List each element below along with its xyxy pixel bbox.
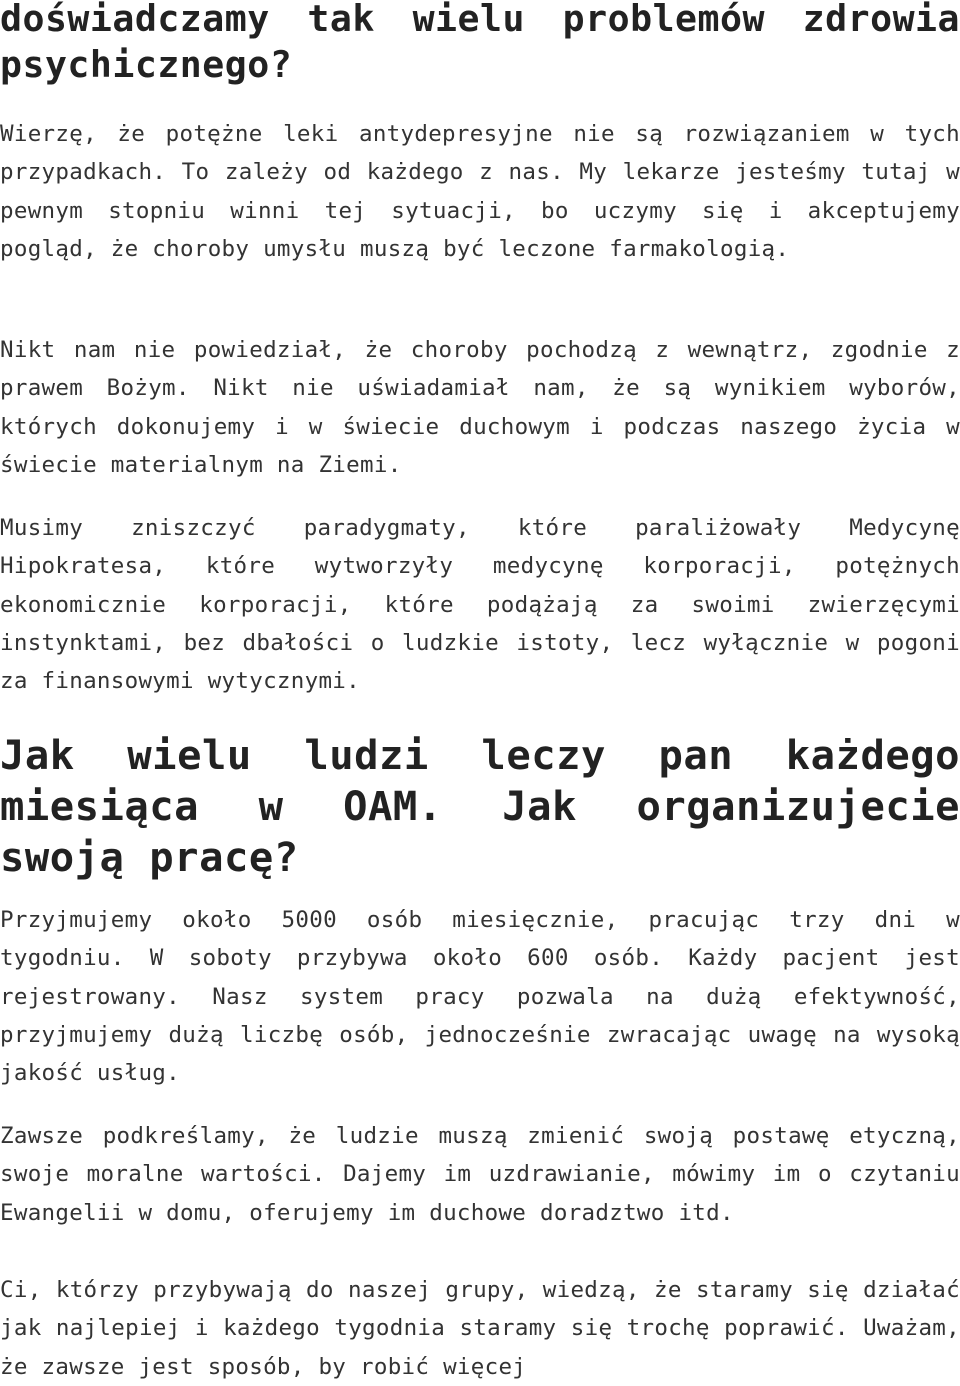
paragraph: Zawsze podkreślamy, że ludzie muszą zmienić swoją postawę etyczną, swoje moralne wartości. Dajemy im uzdrawianie, mówimy im o czytaniu Ewangelii w domu, oferujemy im duchowe doradztwo itd. <box>0 1123 960 1226</box>
paragraph: Przyjmujemy około 5000 osób miesięcznie, pracując trzy dni w tygodniu. W soboty przybywa około 600 osób. Każdy pacjent jest rejestrowany. Nasz system pracy pozwala na dużą efektywność, przyjmujemy dużą liczbę osób, jednocześnie zwracając uwagę na wysoką jakość usług. <box>0 907 960 1087</box>
paragraph: Wierzę, że potężne leki antydepresyjne nie są rozwiązaniem w tych przypadkach. To zależy od każdego z nas. My lekarze jesteśmy tutaj w pewnym stopniu winni tej sytuacji, bo uczymy się i akceptujemy pogląd, że choroby umysłu muszą być leczone farmakologią. <box>0 121 960 262</box>
paragraph: Nikt nam nie powiedział, że choroby pochodzą z wewnątrz, zgodnie z prawem Bożym. Nikt nie uświadamiał nam, że są wynikiem wyborów, których dokonujemy i w świecie duchowym i podczas naszego życia w świecie materialnym na Ziemi. <box>0 337 960 478</box>
interview-question-heading: Jak wielu ludzi leczy pan każdego miesiąca w OAM. Jak organizujecie swoją pracę? <box>0 731 960 881</box>
section-heading: doświadczamy tak wielu problemów zdrowia psychicznego? <box>0 0 960 86</box>
paragraph: Musimy zniszczyć paradygmaty, które paraliżowały Medycynę Hipokratesa, które wytworzyły medycynę korporacji, potężnych ekonomicznie korporacji, które podążają za swoimi zwierzęcymi instynktami, bez dbałości o ludzkie istoty, lecz wyłącznie w pogoni za finansowymi wytycznymi. <box>0 515 960 695</box>
paragraph: Ci, którzy przybywają do naszej grupy, wiedzą, że staramy się działać jak najlepiej i każdego tygodnia staramy się trochę poprawić. Uważam, że zawsze jest sposób, by robić więcej <box>0 1277 960 1380</box>
